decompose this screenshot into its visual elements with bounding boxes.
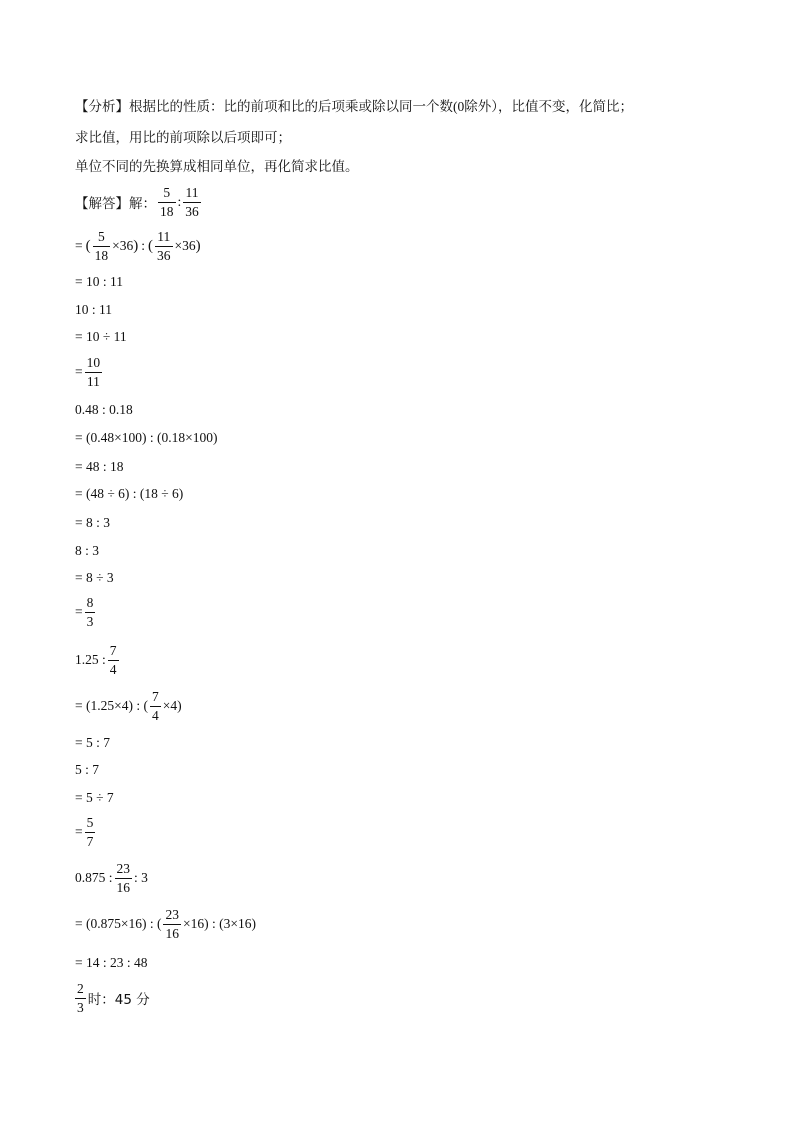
- denominator: 3: [77, 999, 84, 1015]
- denominator: 18: [94, 247, 109, 263]
- math-line-result: = $\frac{5}{7}$: [75, 815, 94, 849]
- denominator: 11: [86, 373, 100, 389]
- denominator: 7: [86, 833, 94, 849]
- answer-tag: 【解答】: [75, 196, 129, 212]
- denominator: 36: [157, 247, 171, 263]
- numerator: 11: [157, 229, 171, 244]
- fraction: [85, 816, 96, 848]
- fraction: [158, 186, 176, 218]
- analysis-line-3: 单位不同的先换算成相同单位，再化简求比值。: [75, 159, 359, 175]
- math-line-result: = $\frac{8}{3}$: [75, 595, 94, 629]
- math-line: = 10 ÷ 11: [75, 329, 127, 344]
- math-line-p1-step1: = ( $\frac{5}{18}$ × 36 ) : ( $\frac{11}{36}$ × 36 ): [75, 229, 201, 263]
- analysis-tag: 【分析】: [75, 99, 129, 115]
- expression-part: ×16) : (3×16): [182, 916, 256, 931]
- fraction: [150, 690, 161, 722]
- fraction: [85, 356, 103, 388]
- fraction: [75, 982, 86, 1014]
- answer-header: [75, 186, 203, 218]
- expression-part: ×4): [162, 698, 182, 713]
- math-line: = (48 ÷ 6) : (18 ÷ 6): [75, 486, 184, 501]
- numerator: 7: [109, 643, 117, 658]
- math-line: = (0.48×100) : (0.18×100): [75, 430, 218, 445]
- math-line: = 10 : 11: [75, 274, 123, 289]
- math-line-p3-start: [75, 644, 121, 676]
- numerator: 5: [98, 229, 105, 244]
- ratio-lead: 0.875 :: [75, 870, 113, 885]
- ratio-expression-1: $\frac{5}{18}$ : $\frac{11}{36}$: [160, 185, 199, 219]
- math-line: 0.48 : 0.18: [75, 402, 133, 417]
- denominator: 18: [160, 203, 174, 219]
- numerator: 5: [163, 185, 171, 200]
- math-line: = 8 ÷ 3: [75, 570, 114, 585]
- math-line: = 48 : 18: [75, 459, 124, 474]
- fraction: [108, 644, 119, 676]
- numerator: 11: [185, 185, 199, 200]
- denominator: 4: [109, 661, 117, 677]
- fraction: [183, 186, 201, 218]
- math-line-p4-step1: [75, 908, 256, 940]
- denominator: 3: [86, 613, 94, 629]
- fraction: [85, 596, 96, 628]
- analysis-text-1-tail: 除外），比值不变，化简比；: [464, 99, 633, 115]
- math-line: 10 : 11: [75, 302, 112, 317]
- numerator: 8: [86, 595, 94, 610]
- analysis-text-1: 根据比的性质：比的前项和比的后项乘或除以同一个数: [129, 99, 453, 115]
- ratio-tail: : 3: [134, 870, 148, 885]
- math-line: 8 : 3: [75, 543, 100, 558]
- numerator: 7: [151, 689, 159, 704]
- denominator: 4: [151, 707, 159, 723]
- math-line: = 14 : 23 : 48: [75, 955, 148, 970]
- ratio-lead: 1.25 :: [75, 652, 106, 667]
- fraction: [115, 862, 133, 894]
- answer-prefix: 解：: [129, 196, 156, 212]
- numerator: 23: [116, 861, 131, 876]
- numerator: 10: [86, 355, 101, 370]
- math-line-p3-step1: [75, 690, 182, 722]
- denominator: 36: [185, 203, 199, 219]
- math-line: = 5 : 7: [75, 735, 110, 750]
- numerator: 23: [165, 907, 179, 922]
- fraction: [155, 230, 173, 262]
- fraction: [163, 908, 181, 940]
- analysis-line-2: 求比值，用比的前项除以后项即可；: [75, 130, 291, 146]
- math-line-p4-start: [75, 862, 148, 894]
- multiplier: 36: [119, 238, 134, 253]
- denominator: 16: [165, 925, 179, 941]
- numerator: 2: [77, 981, 84, 996]
- math-line: 5 : 7: [75, 762, 100, 777]
- denominator: 16: [116, 879, 131, 895]
- fraction: [93, 230, 111, 262]
- math-line: = 8 : 3: [75, 515, 110, 530]
- expression-part: = (0.875×16) : (: [75, 916, 162, 931]
- math-line-p5: [75, 982, 150, 1014]
- expression-part: = (1.25×4) : (: [75, 698, 148, 713]
- analysis-line-1: [75, 95, 633, 115]
- math-line-result: = $\frac{10}{11}$: [75, 355, 101, 389]
- time-text: 时：45 分: [87, 992, 150, 1008]
- math-line: = 5 ÷ 7: [75, 790, 114, 805]
- analysis-math-zero: (0: [453, 99, 465, 114]
- numerator: 5: [86, 815, 94, 830]
- multiplier: 36: [182, 238, 196, 253]
